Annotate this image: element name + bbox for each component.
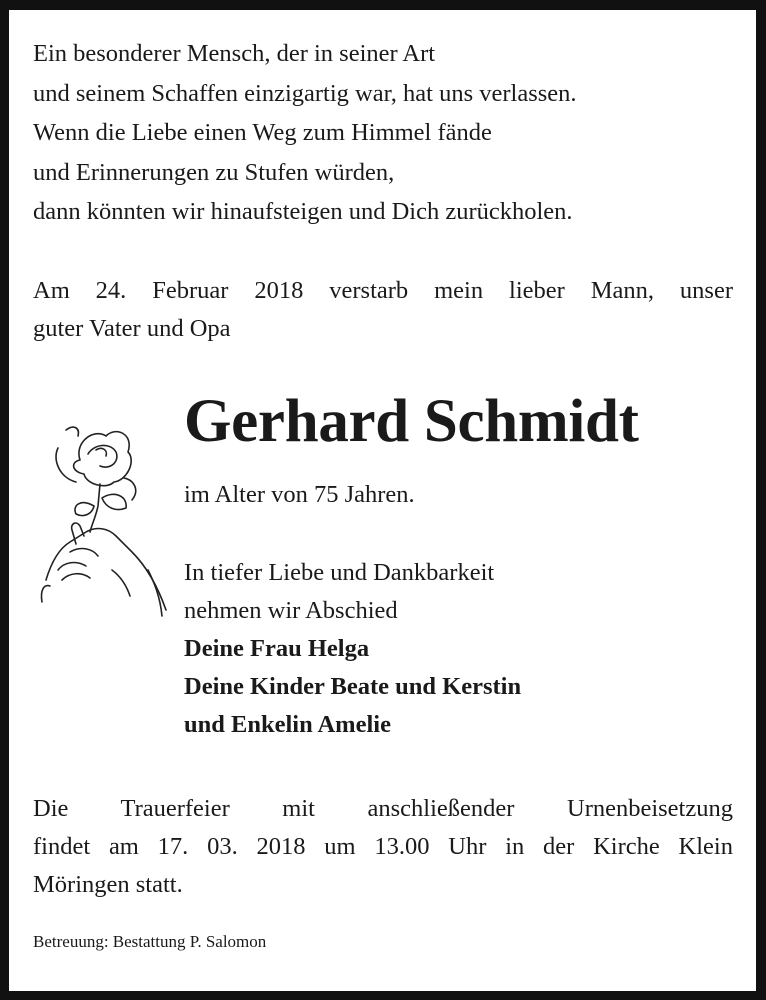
announcement-line: Am 24. Februar 2018 verstarb mein lieber Mann, unser bbox=[33, 277, 733, 304]
service-line: Die Trauerfeier mit anschließender Urnenbeisetzung bbox=[33, 795, 733, 822]
mourners-list bbox=[184, 630, 521, 744]
death-announcement bbox=[33, 272, 733, 348]
verse-line: und Erinnerungen zu Stufen würden, bbox=[33, 158, 395, 186]
verse-line: und seinem Schaffen einzigartig war, hat uns verlassen. bbox=[33, 79, 577, 107]
rose-in-hand-icon bbox=[36, 420, 176, 620]
verse-line: Ein besonderer Mensch, der in seiner Art bbox=[33, 40, 436, 67]
mourner-line: Deine Frau Helga bbox=[184, 635, 370, 662]
farewell-text bbox=[184, 554, 494, 630]
memorial-verse bbox=[33, 34, 743, 232]
verse-line: dann könnten wir hinaufsteigen und Dich zurückholen. bbox=[33, 198, 573, 225]
mourner-line: und Enkelin Amelie bbox=[184, 711, 391, 738]
service-line: findet am 17. 03. 2018 um 13.00 Uhr in der Kirche Klein bbox=[33, 833, 733, 860]
verse-line: Wenn die Liebe einen Weg zum Himmel fände bbox=[33, 119, 492, 146]
funeral-service-info bbox=[33, 790, 733, 904]
farewell-line: nehmen wir Abschied bbox=[184, 597, 398, 624]
farewell-line: In tiefer Liebe und Dankbarkeit bbox=[184, 559, 495, 586]
deceased-name: Gerhard Schmidt bbox=[184, 388, 639, 455]
mourner-line: Deine Kinder Beate und Kerstin bbox=[184, 673, 522, 700]
announcement-line: guter Vater und Opa bbox=[33, 315, 231, 342]
service-line: Möringen statt. bbox=[33, 871, 183, 898]
funeral-home-credit: Betreuung: Bestattung P. Salomon bbox=[33, 932, 267, 951]
age-line: im Alter von 75 Jahren. bbox=[184, 481, 415, 508]
